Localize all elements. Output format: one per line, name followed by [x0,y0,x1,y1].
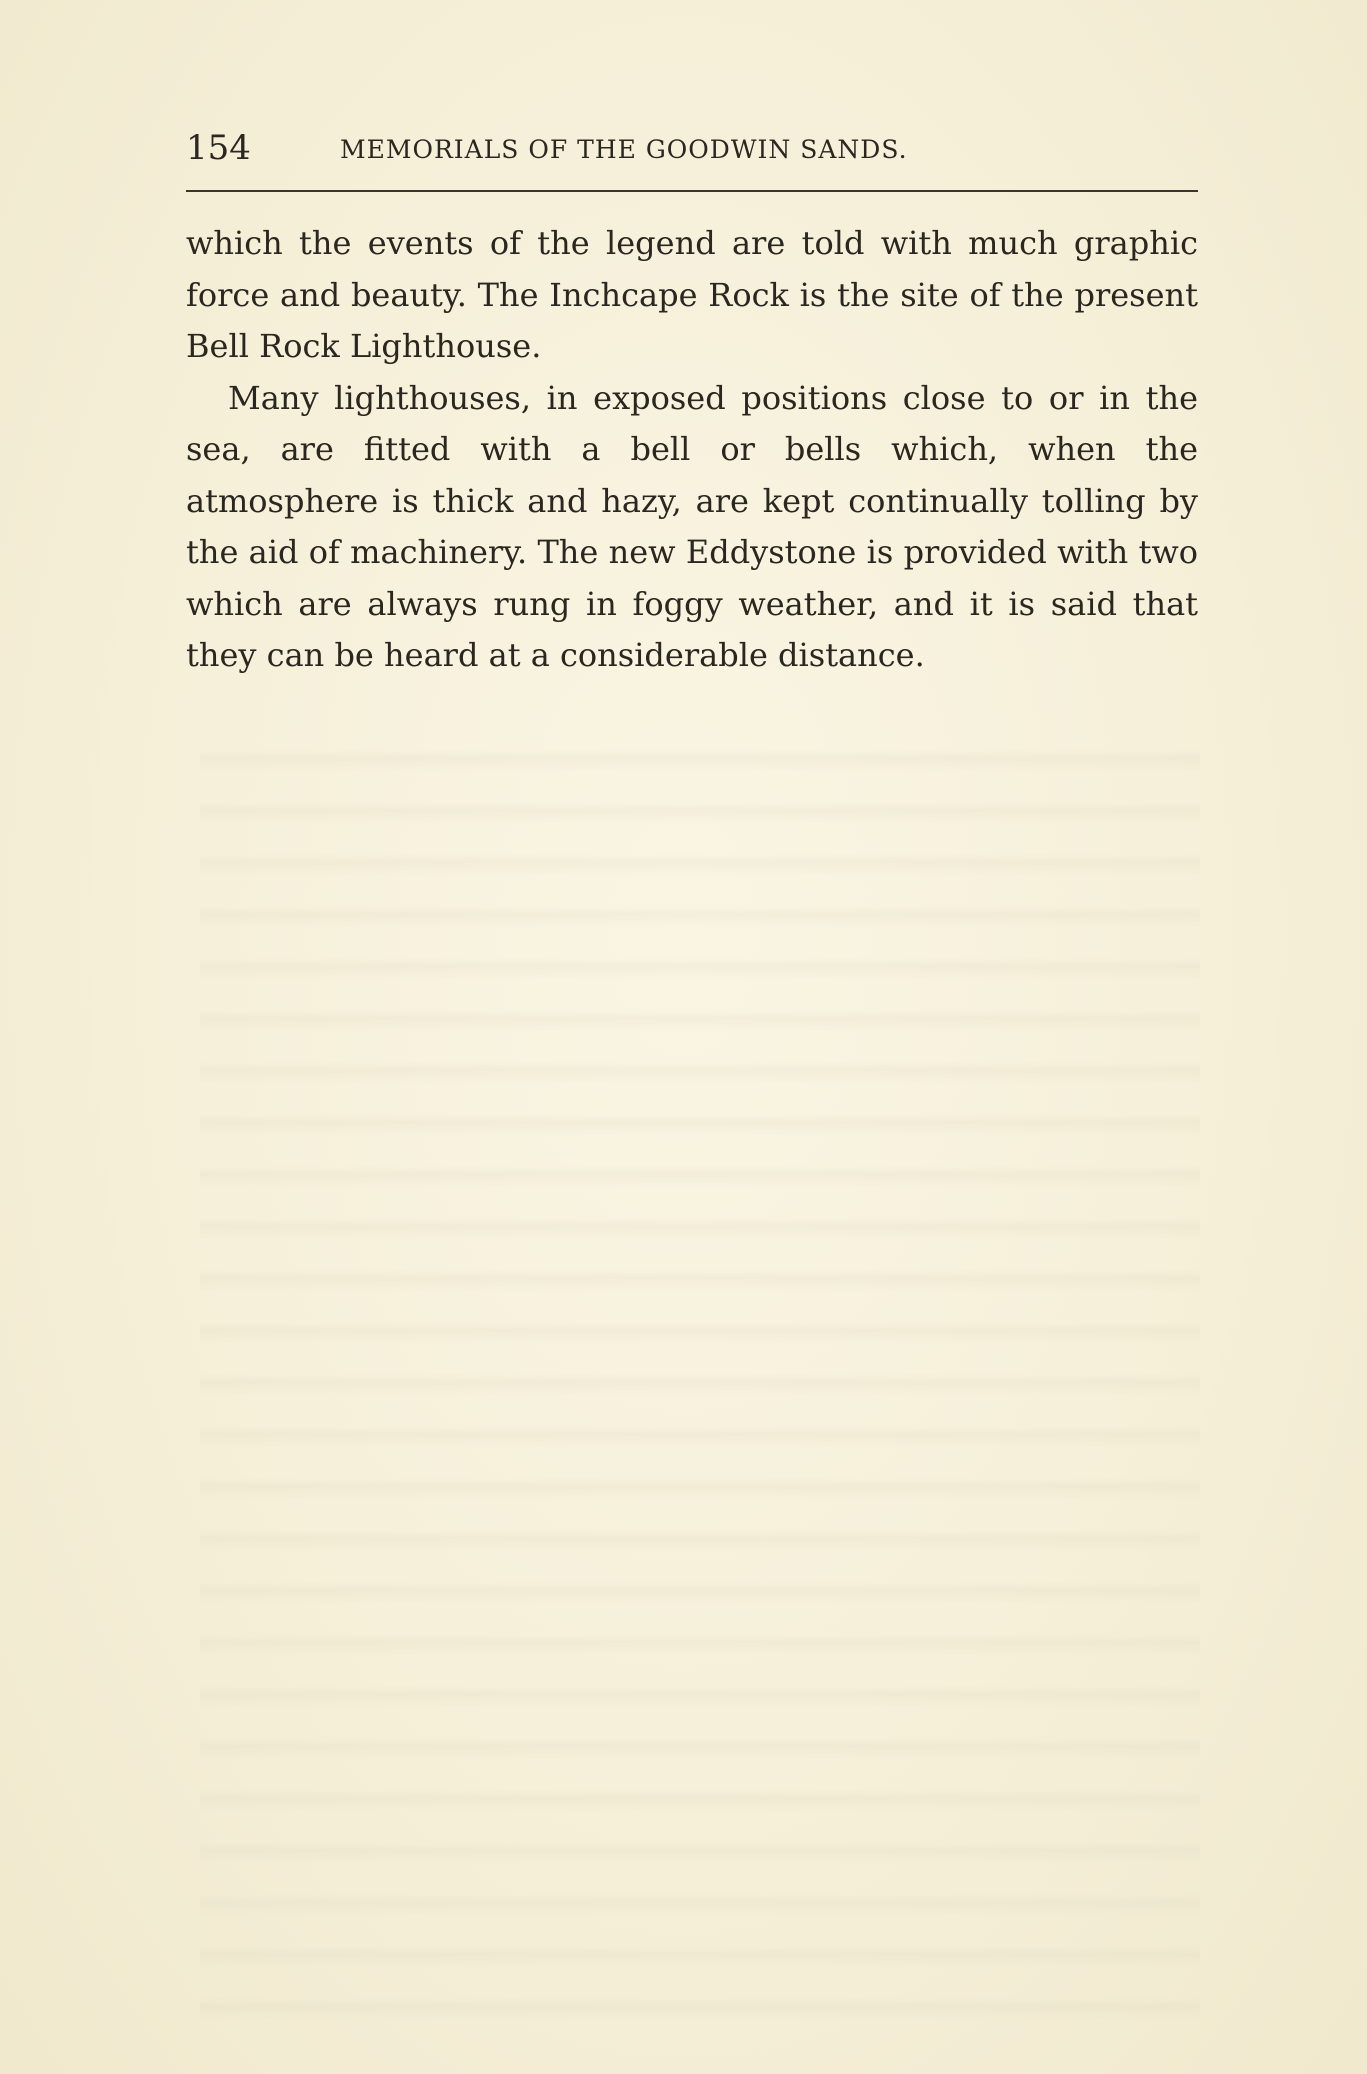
body-text [186,218,1198,682]
page-number: 154 [186,128,251,168]
page-header [186,126,1198,174]
paragraph-lighthouses: Many lighthouses, in exposed positions close to or in the sea, are fitted with a bell or bells which, when the atmosphere is thick and hazy, are kept continually tolling by the aid of machinery. The new Eddystone is provided with two which are always rung in foggy weather, and it is said that they can be heard at a considerable distance. [186,378,1198,674]
header-rule [186,190,1198,192]
paragraph-continued: which the events of the legend are told with much graphic force and beauty. The Inchcape Rock is the site of the present Bell Rock Lighthouse. [186,224,1198,365]
running-title: MEMORIALS OF THE GOODWIN SANDS. [340,135,908,164]
show-through-texture [200,720,1200,2020]
